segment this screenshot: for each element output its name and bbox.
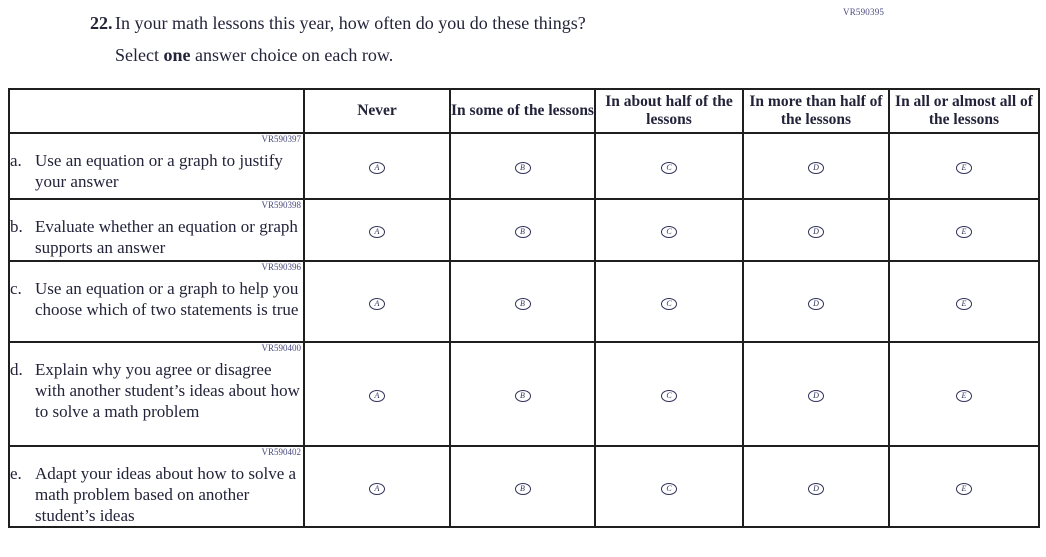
row-code: VR590400 [261,343,301,353]
option-bubble[interactable] [369,483,385,495]
table-row-e [9,446,1039,527]
survey-table [8,88,1040,528]
row-stem [9,261,304,342]
column-header-all: In all or almost all of the lessons [889,89,1039,133]
table-row-c [9,261,1039,342]
option-letter: D [813,298,819,308]
row-code: VR590402 [261,447,301,457]
option-cell [743,133,889,199]
option-letter: A [374,483,380,493]
page-accession-code: VR590395 [843,7,885,17]
option-bubble[interactable] [808,390,824,402]
option-letter: E [961,227,967,236]
option-bubble[interactable] [956,162,972,174]
option-cell [304,199,450,261]
row-stem [9,199,304,261]
option-bubble[interactable] [661,390,677,402]
option-cell [450,342,595,446]
option-letter: C [666,391,672,400]
option-bubble[interactable] [515,390,531,402]
option-cell [743,199,889,261]
table-row-a [9,133,1039,199]
option-cell [889,342,1039,446]
column-header-never: Never [304,89,450,133]
option-bubble[interactable] [369,162,385,174]
option-letter: C [666,163,672,172]
option-letter: B [520,391,525,400]
option-cell [889,133,1039,199]
row-letter: e. [10,464,22,483]
question-block [90,13,586,66]
option-bubble[interactable] [808,226,824,238]
option-cell [743,446,889,527]
option-cell [304,342,450,446]
option-letter: D [813,227,819,236]
option-letter: A [374,163,380,172]
option-bubble[interactable] [956,298,972,310]
option-bubble[interactable] [515,298,531,310]
option-bubble[interactable] [808,298,824,310]
option-letter: E [961,163,967,172]
row-letter: c. [10,279,22,298]
row-text: Explain why you agree or disagree with another student’s ideas about how to solve a math problem [35,360,300,421]
option-bubble[interactable] [661,226,677,238]
option-cell [595,199,743,261]
row-text: Adapt your ideas about how to solve a math problem based on another student’s ideas [35,464,297,525]
option-letter: C [666,298,672,308]
option-cell [304,261,450,342]
option-bubble[interactable] [369,226,385,238]
option-bubble[interactable] [515,226,531,238]
option-bubble[interactable] [515,483,531,495]
option-cell [889,199,1039,261]
option-bubble[interactable] [808,162,824,174]
option-letter: C [666,227,672,236]
option-bubble[interactable] [661,483,677,495]
option-bubble[interactable] [661,162,677,174]
option-letter: D [813,391,819,400]
option-letter: E [961,298,967,308]
option-cell [595,261,743,342]
option-bubble[interactable] [956,483,972,495]
table-row-b [9,199,1039,261]
option-letter: B [520,163,525,172]
option-letter: A [374,391,380,400]
row-letter: b. [10,217,23,236]
option-cell [304,446,450,527]
row-letter: d. [10,360,23,379]
question-instruction [115,45,586,66]
stem-header-empty [9,89,304,133]
option-cell [595,446,743,527]
row-code: VR590397 [261,134,301,144]
option-letter: D [813,163,819,172]
option-cell [743,261,889,342]
option-cell [595,133,743,199]
row-text: Use an equation or a graph to help you choose which of two statements is true [35,279,299,319]
option-letter: A [374,298,380,308]
row-text: Evaluate whether an equation or graph supports an answer [35,217,298,257]
option-cell [304,133,450,199]
row-text: Use an equation or a graph to justify your answer [35,151,283,191]
column-header-more-than-half: In more than half of the lessons [743,89,889,133]
option-cell [889,261,1039,342]
option-cell [889,446,1039,527]
row-code: VR590398 [261,200,301,210]
option-bubble[interactable] [956,390,972,402]
option-cell [450,133,595,199]
instruction-suffix: answer choice on each row. [190,45,394,65]
row-stem [9,133,304,199]
option-cell [450,261,595,342]
instruction-bold-word: one [163,45,191,65]
row-stem [9,446,304,527]
option-letter: C [666,483,672,493]
option-bubble[interactable] [808,483,824,495]
option-bubble[interactable] [369,390,385,402]
header-row [9,89,1039,133]
option-letter: E [961,391,967,400]
option-cell [743,342,889,446]
table-row-d [9,342,1039,446]
row-code: VR590396 [261,262,301,272]
option-cell [450,446,595,527]
option-bubble[interactable] [515,162,531,174]
instruction-prefix: Select [115,45,164,65]
column-header-about-half: In about half of the lessons [595,89,743,133]
option-letter: A [374,227,380,236]
option-letter: B [520,227,525,236]
row-stem [9,342,304,446]
option-bubble[interactable] [661,298,677,310]
option-letter: B [520,483,525,493]
question-number: 22. [90,13,113,33]
option-bubble[interactable] [956,226,972,238]
option-bubble[interactable] [369,298,385,310]
column-header-some: In some of the lessons [450,89,595,133]
option-letter: D [813,483,819,493]
option-cell [450,199,595,261]
option-letter: E [961,483,967,493]
option-letter: B [520,298,525,308]
question-text: In your math lessons this year, how often do you do these things? [115,13,586,33]
row-letter: a. [10,151,22,170]
option-cell [595,342,743,446]
